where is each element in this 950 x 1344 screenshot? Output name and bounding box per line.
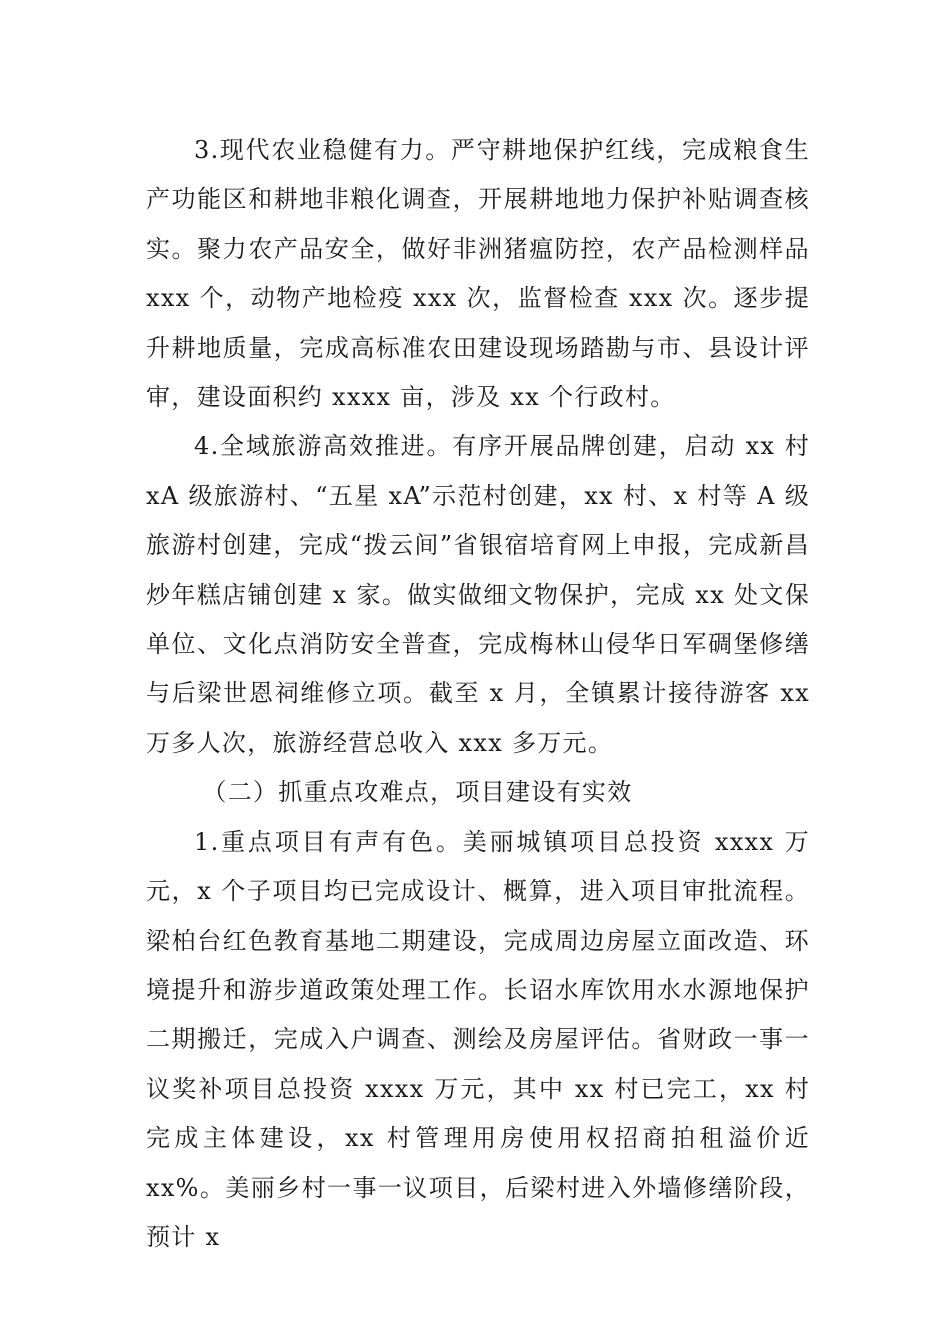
- paragraph-tourism: 4.全域旅游高效推进。有序开展品牌创建，启动 xx 村 xA 级旅游村、“五星 xA”示范村创建，xx 村、x 村等 A 级旅游村创建，完成“拨云间”省银宿培育网上申报，完成新昌炒年糕店铺创建 x 家。做实做细文物保护，完成 xx 处文保单位、文化点消防安全普查，完成梅林山侵华日军碉堡修缮与后梁世恩祠维修立项。截至 x 月，全镇累计接待游客 xx 万多人次，旅游经营总收入 xxx 多万元。: [146, 432, 810, 757]
- paragraph-key-projects: 1.重点项目有声有色。美丽城镇项目总投资 xxxx 万元，x 个子项目均已完成设计、概算，进入项目审批流程。梁柏台红色教育基地二期建设，完成周边房屋立面改造、环境提升和游步道政策处理工作。长诏水库饮用水水源地保护二期搬迁，完成入户调查、测绘及房屋评估。省财政一事一议奖补项目总投资 xxxx 万元，其中 xx 村已完工，xx 村完成主体建设，xx 村管理用房使用权招商拍租溢价近 xx%。美丽乡村一事一议项目，后梁村进入外墙修缮阶段，预计 x: [146, 827, 810, 1251]
- section-heading: （二）抓重点攻难点，项目建设有实效: [202, 778, 633, 807]
- document-body: [146, 126, 810, 1262]
- paragraph-modern-agriculture: 3.现代农业稳健有力。严守耕地保护红线，完成粮食生产功能区和耕地非粮化调查，开展耕地地力保护补贴调查核实。聚力农产品安全，做好非洲猪瘟防控，农产品检测样品 xxx 个，动物产地检疫 xxx 次，监督检查 xxx 次。逐步提升耕地质量，完成高标准农田建设现场踏勘与市、县设计评审，建设面积约 xxxx 亩，涉及 xx 个行政村。: [146, 136, 810, 412]
